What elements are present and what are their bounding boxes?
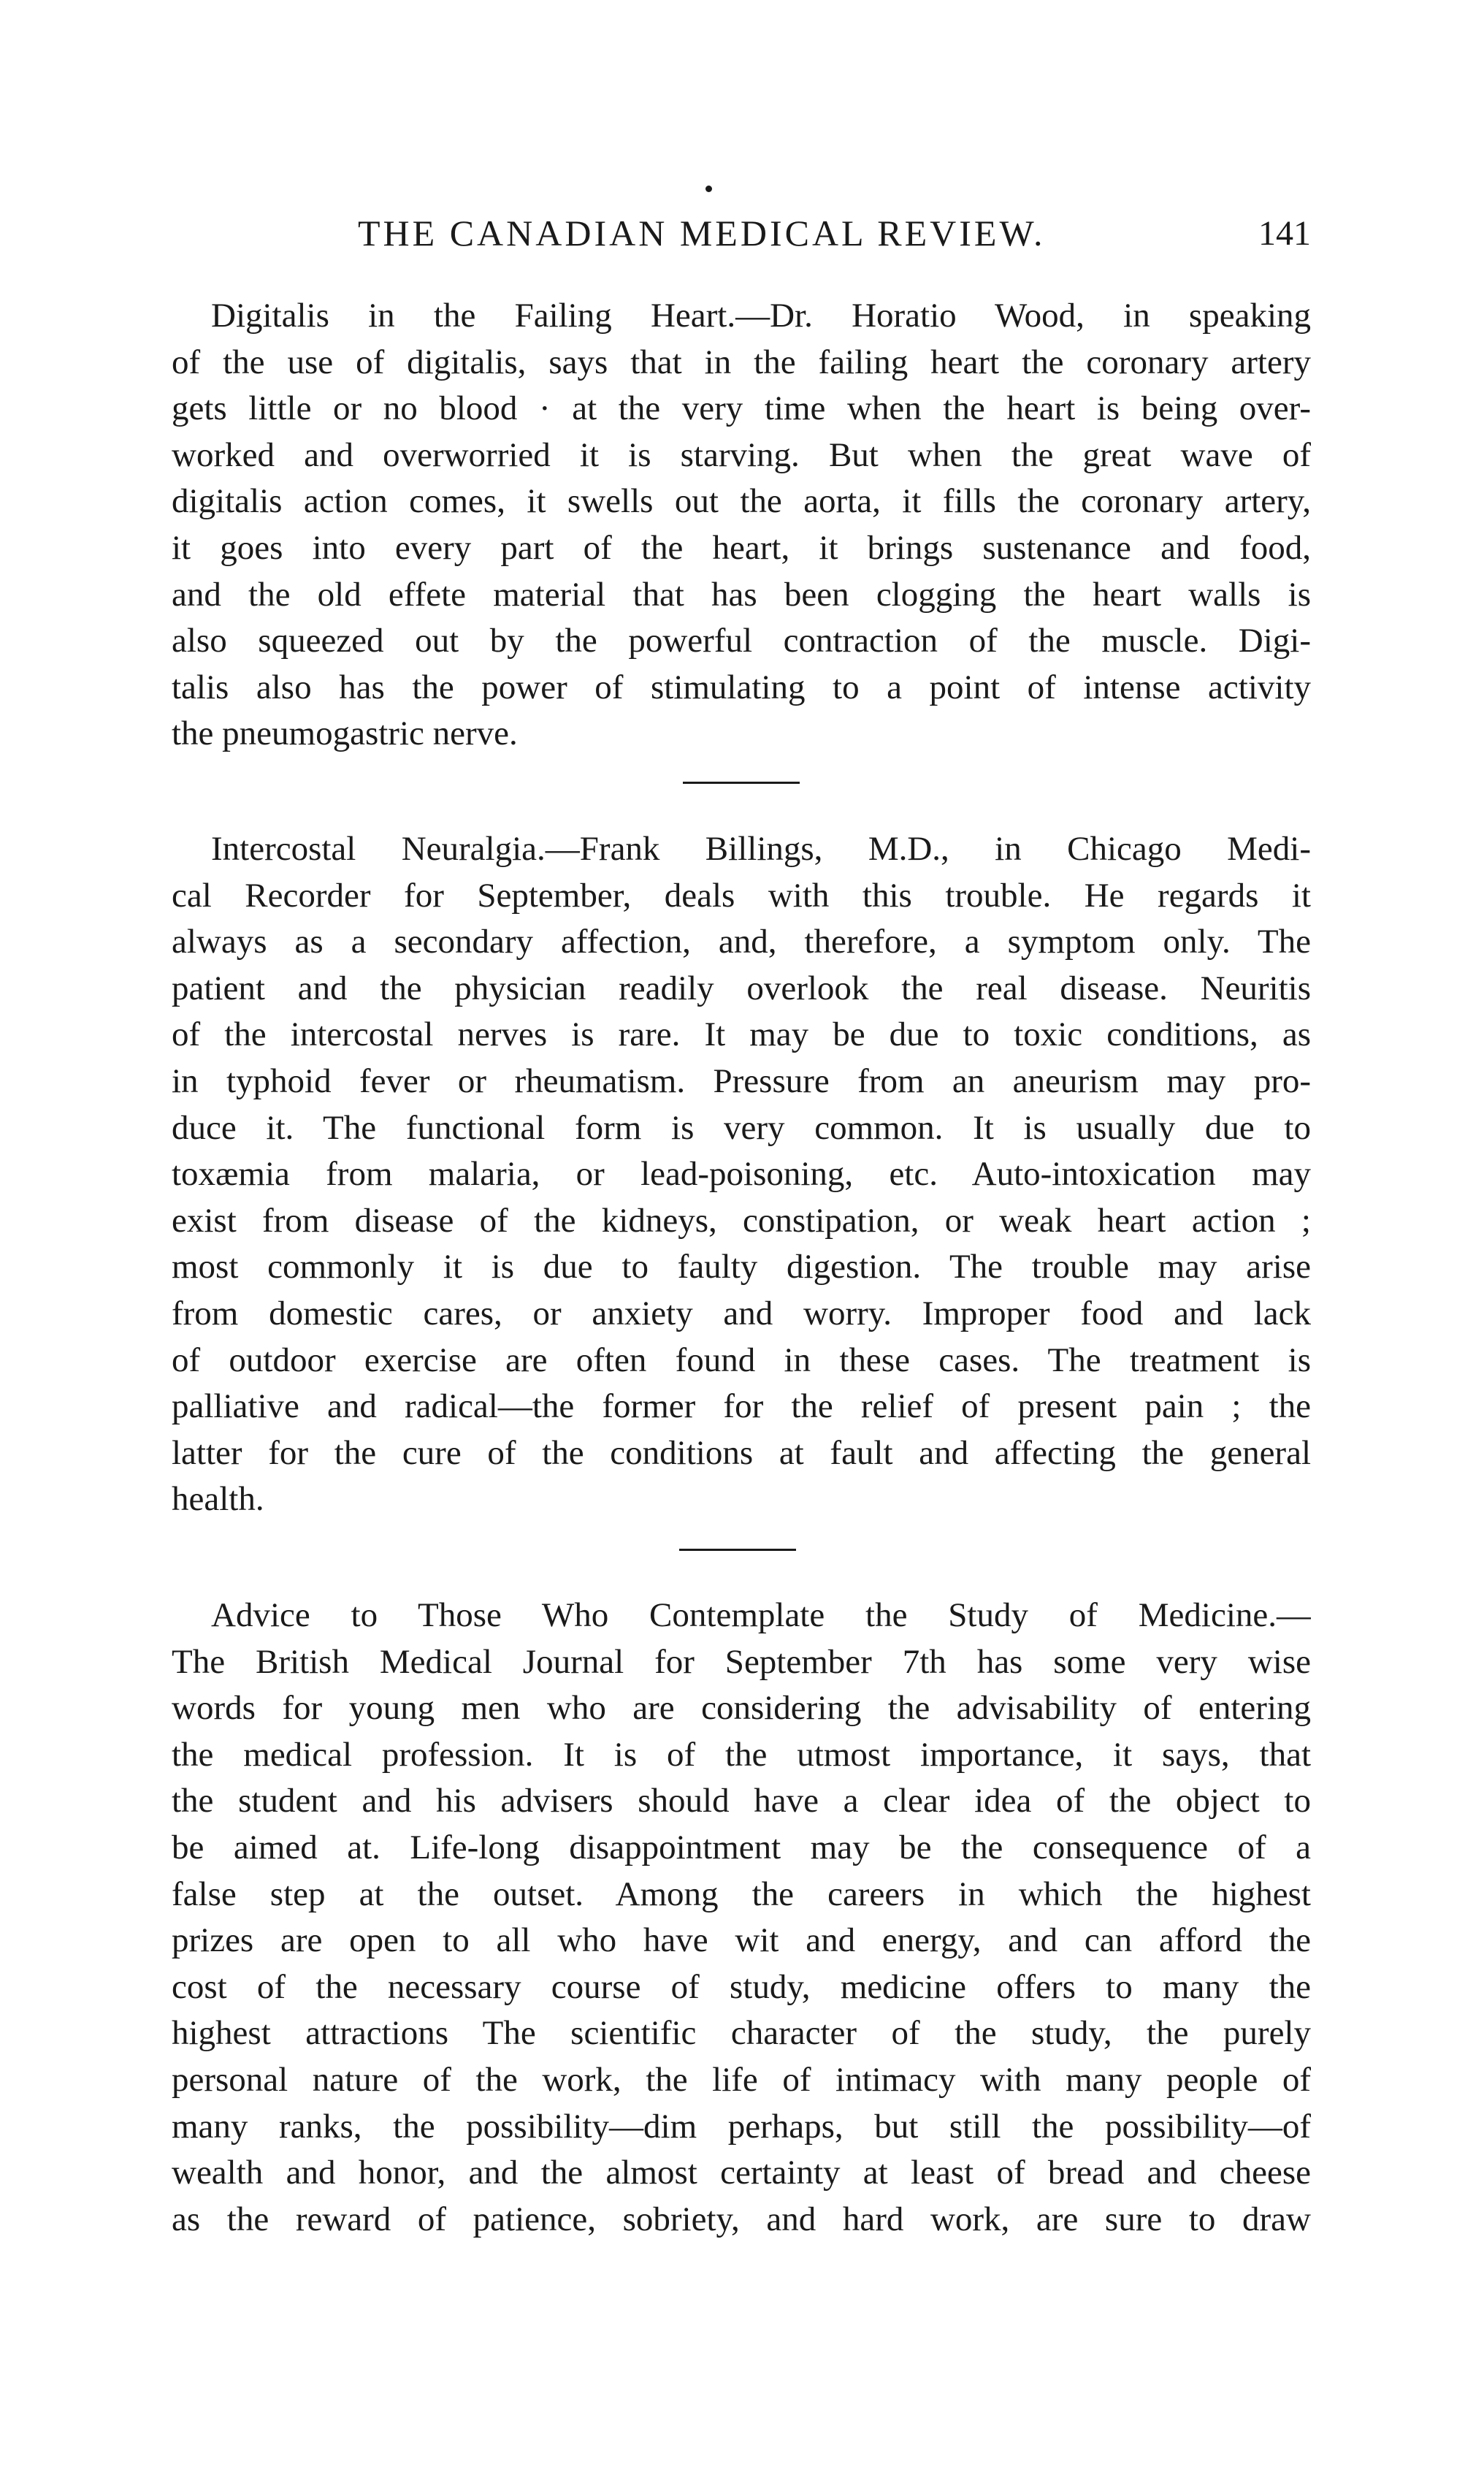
page-number: 141	[1258, 214, 1311, 253]
text-line: false step at the outset. Among the careers in which the highest	[172, 1875, 1311, 1913]
text-line: patient and the physician readily overlook the real disease. Neuritis	[172, 969, 1311, 1007]
section-divider	[683, 782, 800, 784]
text-line: Intercostal Neuralgia.—Frank Billings, M.D., in Chicago Medi-	[211, 830, 1311, 868]
text-line: of the use of digitalis, says that in the failing heart the coronary artery	[172, 343, 1311, 381]
text-line: cost of the necessary course of study, medicine offers to many the	[172, 1967, 1311, 2006]
text-line: words for young men who are considering the advisability of entering	[172, 1689, 1311, 1728]
text-line: the medical profession. It is of the utmost importance, it says, that	[172, 1735, 1311, 1774]
text-line: many ranks, the possibility—dim perhaps, but still the possibility—of	[172, 2107, 1311, 2146]
text-line: The British Medical Journal for September 7th has some very wise	[172, 1642, 1311, 1681]
text-line: be aimed at. Life-long disappointment may be the consequence of a	[172, 1828, 1311, 1866]
text-line: duce it. The functional form is very common. It is usually due to	[172, 1108, 1311, 1147]
page-header	[172, 212, 1311, 263]
text-line: Digitalis in the Failing Heart.—Dr. Horatio Wood, in speaking	[211, 297, 1311, 335]
text-line: highest attractions The scientific character of the study, the purely	[172, 2014, 1311, 2053]
text-line: of outdoor exercise are often found in these cases. The treatment is	[172, 1341, 1311, 1379]
text-line: always as a secondary affection, and, therefore, a symptom only. The	[172, 923, 1311, 961]
running-title: THE CANADIAN MEDICAL REVIEW.	[358, 213, 1046, 253]
text-line: also squeezed out by the powerful contraction of the muscle. Digi-	[172, 622, 1311, 660]
text-line: gets little or no blood · at the very time when the heart is being over-	[172, 389, 1311, 428]
article-intercostal-neuralgia	[172, 826, 1311, 1523]
text-line: the student and his advisers should have a clear idea of the object to	[172, 1782, 1311, 1820]
text-line: prizes are open to all who have wit and energy, and can afford the	[172, 1921, 1311, 1960]
text-line: toxæmia from malaria, or lead-poisoning, etc. Auto-intoxication may	[172, 1155, 1311, 1194]
article-digitalis	[172, 293, 1311, 758]
text-line: wealth and honor, and the almost certainty at least of bread and cheese	[172, 2154, 1311, 2192]
text-line: digitalis action comes, it swells out the aorta, it fills the coronary artery,	[172, 482, 1311, 521]
text-line: personal nature of the work, the life of intimacy with many people of	[172, 2060, 1311, 2099]
text-line: most commonly it is due to faulty digestion. The trouble may arise	[172, 1248, 1311, 1286]
text-line: exist from disease of the kidneys, constipation, or weak heart action ;	[172, 1201, 1311, 1240]
section-divider	[679, 1549, 796, 1551]
text-line: latter for the cure of the conditions at fault and affecting the general	[172, 1433, 1311, 1472]
text-line: and the old effete material that has been clogging the heart walls is	[172, 575, 1311, 614]
text-line: palliative and radical—the former for the relief of present pain ; the	[172, 1387, 1311, 1426]
text-line: from domestic cares, or anxiety and worry. Improper food and lack	[172, 1294, 1311, 1332]
article-advice-study-medicine	[172, 1593, 1311, 2243]
text-line: talis also has the power of stimulating to a point of intense activity	[172, 668, 1311, 706]
text-line: health.	[172, 1480, 264, 1519]
text-line: worked and overworried it is starving. But when the great wave of	[172, 435, 1311, 474]
text-line: cal Recorder for September, deals with this trouble. He regards it	[172, 876, 1311, 915]
printer-dot-mark	[705, 186, 712, 192]
text-line: of the intercostal nerves is rare. It may be due to toxic conditions, as	[172, 1015, 1311, 1054]
text-line: the pneumogastric nerve.	[172, 714, 518, 753]
text-line: it goes into every part of the heart, it brings sustenance and food,	[172, 528, 1311, 567]
text-line: Advice to Those Who Contemplate the Study of Medicine.—	[211, 1596, 1311, 1634]
text-line: as the reward of patience, sobriety, and hard work, are sure to draw	[172, 2200, 1311, 2238]
text-line: in typhoid fever or rheumatism. Pressure from an aneurism may pro-	[172, 1061, 1311, 1100]
